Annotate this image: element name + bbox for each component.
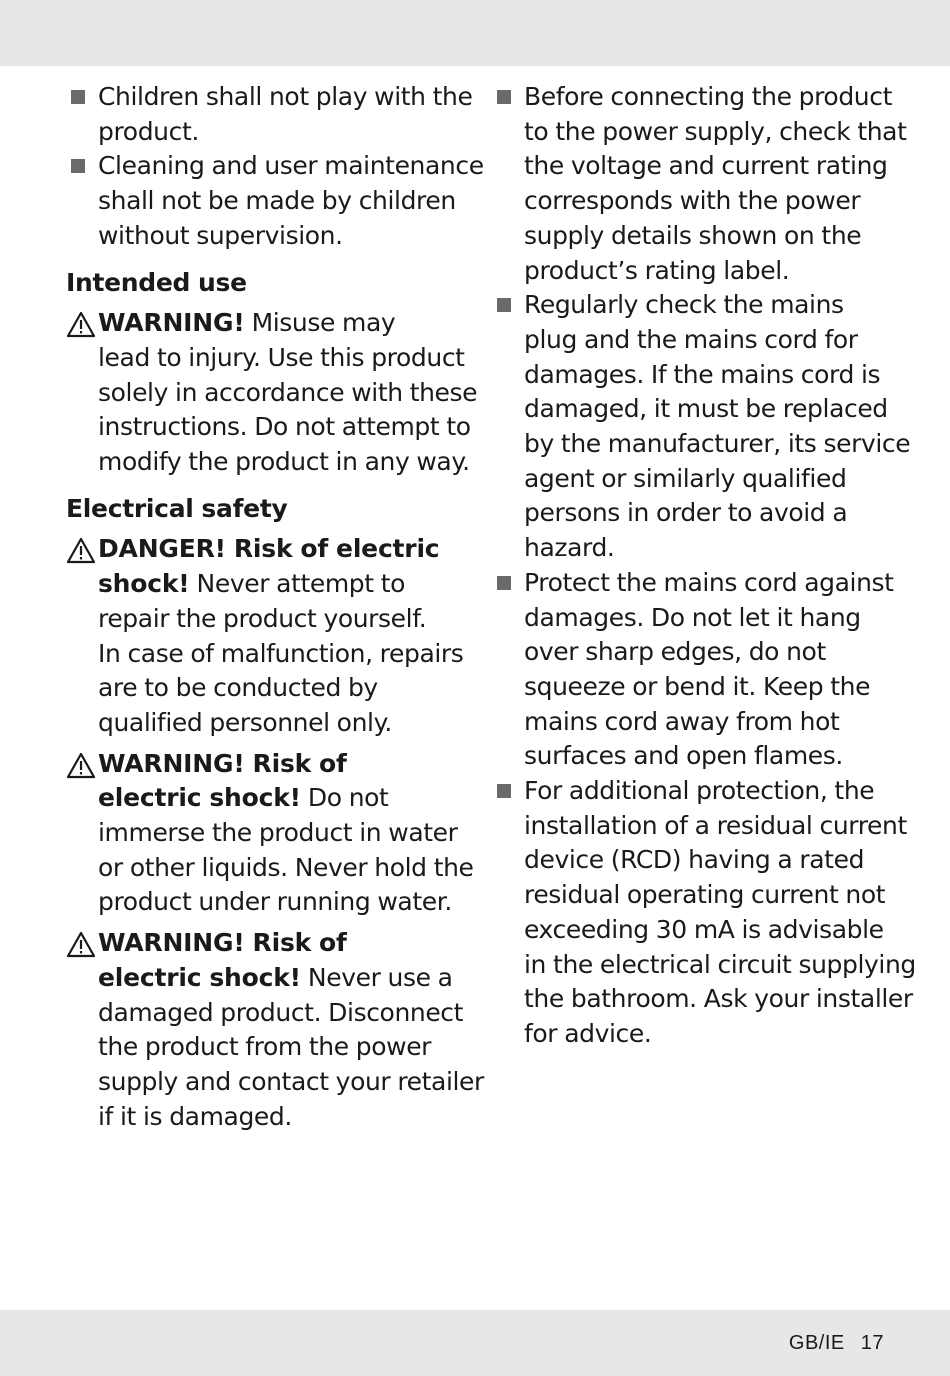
warning-text-line: supply and contact your retailer <box>98 1066 484 1096</box>
warning-triangle-icon <box>66 311 96 338</box>
page-number: 17 <box>860 1332 884 1354</box>
list-item-line: the voltage and current rating <box>524 151 888 181</box>
danger-text-line: repair the product yourself. <box>98 603 427 633</box>
list-item-line: Regularly check the mains <box>524 290 844 320</box>
warning-text-line: immerse the product in water <box>98 818 458 848</box>
list-item-line: residual operating current not <box>524 880 886 910</box>
square-bullet-icon <box>497 576 511 590</box>
list-item-line: Cleaning and user maintenance <box>98 151 484 181</box>
list-item-line: supply details shown on the <box>524 220 862 250</box>
list-item-line: over sharp edges, do not <box>524 637 826 667</box>
warning-text-line: damaged product. Disconnect <box>98 997 464 1027</box>
list-item-line: device (RCD) having a rated <box>524 845 865 875</box>
square-bullet-icon <box>71 90 85 104</box>
left-column <box>66 80 484 1134</box>
list-item-line: mains cord away from hot <box>524 706 840 736</box>
warning-text: Never use a <box>300 962 453 992</box>
danger-text-line: In case of malfunction, repairs <box>98 638 464 668</box>
warning-label-cont: electric shock! <box>98 962 301 992</box>
list-item-line: For additional protection, the <box>524 776 875 806</box>
warning-triangle-icon <box>66 537 96 564</box>
list-item-line: damages. If the mains cord is <box>524 359 881 389</box>
list-item-line: exceeding 30 mA is advisable <box>524 914 884 944</box>
warning-label: WARNING! Risk of <box>98 748 347 778</box>
warning-text: Do not <box>300 783 389 813</box>
danger-text-line: are to be conducted by <box>98 673 378 703</box>
list-item-line: agent or similarly qualified <box>524 463 847 493</box>
list-item-line: hazard. <box>524 533 615 563</box>
warning-text-line: the product from the power <box>98 1032 432 1062</box>
list-item-line: Children shall not play with the <box>98 82 473 111</box>
list-item-line: for advice. <box>524 1018 652 1048</box>
warning-text-line: or other liquids. Never hold the <box>98 852 474 882</box>
list-item-line: product’s rating label. <box>524 255 790 285</box>
list-item-line: to the power supply, check that <box>524 116 907 146</box>
section-heading-electrical-safety: Electrical safety <box>66 493 288 523</box>
warning-text-line: if it is damaged. <box>98 1101 292 1131</box>
warning-label: WARNING! Risk of <box>98 928 347 958</box>
danger-label-cont: shock! <box>98 569 190 599</box>
warning-label: WARNING! <box>98 308 245 338</box>
square-bullet-icon <box>497 784 511 798</box>
section-heading-intended-use: Intended use <box>66 267 247 297</box>
warning-text-line: lead to injury. Use this product <box>98 342 465 372</box>
danger-text-line: qualified personnel only. <box>98 707 392 737</box>
warning-text-line: solely in accordance with these <box>98 377 478 407</box>
list-item <box>492 80 907 288</box>
list-item-line: Before connecting the product <box>524 82 892 111</box>
danger-notice <box>66 532 466 740</box>
right-column <box>492 80 916 1052</box>
list-item-line: corresponds with the power <box>524 186 861 216</box>
list-item-line: persons in order to avoid a <box>524 498 848 528</box>
list-item-line: by the manufacturer, its service <box>524 429 911 459</box>
warning-text-line: product under running water. <box>98 887 452 917</box>
list-item <box>492 566 892 774</box>
warning-notice <box>66 306 478 480</box>
square-bullet-icon <box>71 159 85 173</box>
header-band <box>0 0 950 66</box>
list-item-line: damages. Do not let it hang <box>524 602 861 632</box>
list-item <box>66 149 484 253</box>
warning-text: Misuse may <box>244 308 396 338</box>
list-item-line: the bathroom. Ask your installer <box>524 984 913 1014</box>
danger-label: DANGER! Risk of electric <box>98 534 440 564</box>
warning-text-line: modify the product in any way. <box>98 447 470 477</box>
list-item-line: surfaces and open flames. <box>524 741 843 771</box>
list-item-line: Protect the mains cord against <box>524 567 894 597</box>
footer-region: GB/IE <box>788 1332 845 1354</box>
list-item <box>66 80 473 149</box>
square-bullet-icon <box>497 90 511 104</box>
list-item-line: shall not be made by children <box>98 186 456 216</box>
warning-triangle-icon <box>66 752 96 779</box>
list-item <box>492 288 911 566</box>
list-item-line: without supervision. <box>98 220 343 250</box>
page-footer <box>789 1332 884 1355</box>
list-item-line: squeeze or bend it. Keep the <box>524 671 871 701</box>
list-item <box>492 774 916 1052</box>
danger-text: Never attempt to <box>189 569 406 599</box>
warning-label-cont: electric shock! <box>98 783 301 813</box>
warning-triangle-icon <box>66 931 96 958</box>
warning-notice <box>66 747 474 921</box>
list-item-line: in the electrical circuit supplying <box>524 949 916 979</box>
square-bullet-icon <box>497 298 511 312</box>
list-item-line: installation of a residual current <box>524 810 907 840</box>
warning-notice <box>66 926 484 1134</box>
list-item-line: damaged, it must be replaced <box>524 394 888 424</box>
list-item-line: product. <box>98 116 199 146</box>
list-item-line: plug and the mains cord for <box>524 324 858 354</box>
warning-text-line: instructions. Do not attempt to <box>98 412 471 442</box>
